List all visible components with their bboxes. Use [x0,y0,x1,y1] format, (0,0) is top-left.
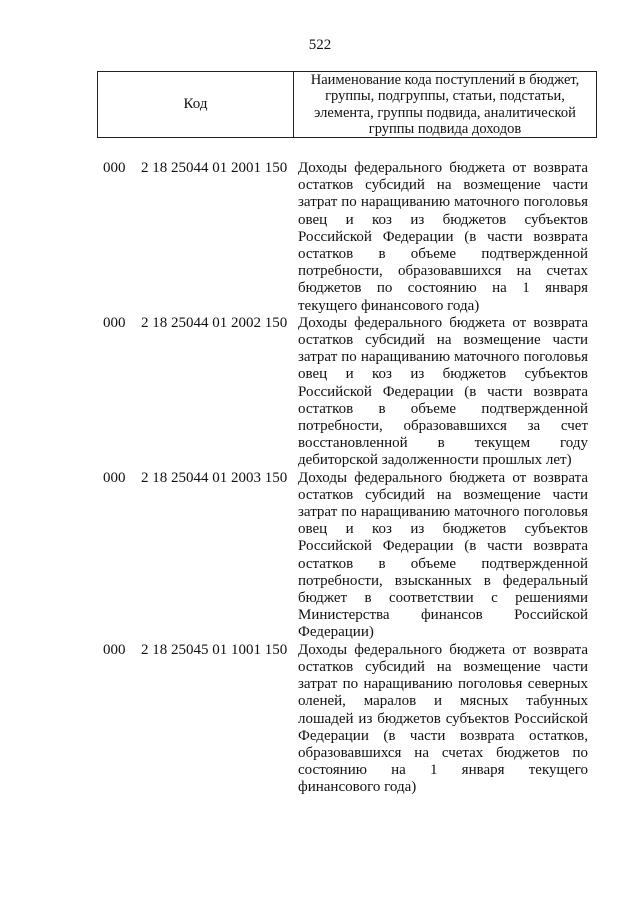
row-revenue-code: 2 18 25044 01 2002 150 [141,314,288,331]
row-admin-code: 000 [103,314,126,331]
table-row [0,160,640,315]
row-revenue-code: 2 18 25045 01 1001 150 [141,641,288,658]
row-admin-code: 000 [103,641,126,658]
row-admin-code: 000 [103,160,126,176]
table-row [0,642,640,797]
table-row [0,470,640,642]
row-description: Доходы федерального бюджета от возврата остатков субсидий на возмещение части затрат по наращиванию маточного поголовья овец и коз из бюджетов субъектов Российской Федерации (в части возврата остатков в объеме подтвержденной потребности, образовавшихся за счет восстановленной в текущем году дебиторской задолженности прошлых лет) [298,314,588,469]
row-admin-code: 000 [103,469,126,486]
row-revenue-code: 2 18 25044 01 2003 150 [141,469,288,486]
table-header [97,71,597,138]
table-row [0,315,640,470]
header-code-cell: Код [98,72,294,137]
row-description: Доходы федерального бюджета от возврата остатков субсидий на возмещение части затрат по наращиванию поголовья северных оленей, маралов и мясных табунных лошадей из бюджетов субъектов Российской Федерации (в части возврата остатков, образовавшихся на счетах бюджетов по состоянию на 1 января текущего финансового года) [298,641,588,796]
header-name-cell: Наименование кода поступлений в бюджет, группы, подгруппы, статьи, подстатьи, элемента, группы подвида, аналитической группы подвида доходов [310,71,580,137]
table-body [0,160,640,797]
row-revenue-code: 2 18 25044 01 2001 150 [141,160,288,176]
row-description: Доходы федерального бюджета от возврата остатков субсидий на возмещение части затрат по наращиванию маточного поголовья овец и коз из бюджетов субъектов Российской Федерации (в части возврата остатков в объеме подтвержденной потребности, взысканных в федеральный бюджет в соответствии с решениями Министерства финансов Российской Федерации) [298,469,588,641]
page-number: 522 [308,37,332,53]
row-description: Доходы федерального бюджета от возврата остатков субсидий на возмещение части затрат по наращиванию маточного поголовья овец и коз из бюджетов субъектов Российской Федерации (в части возврата остатков в объеме подтвержденной потребности, образовавшихся на счетах бюджетов по состоянию на 1 января текущего финансового года) [298,160,588,314]
